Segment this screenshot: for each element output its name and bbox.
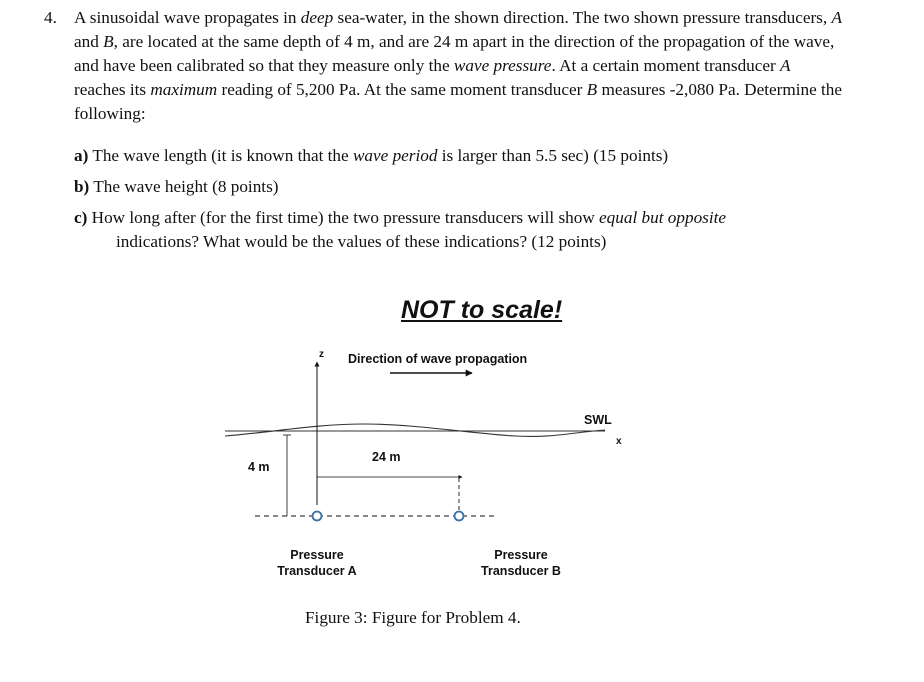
figure-caption: Figure 3: Figure for Problem 4. xyxy=(305,608,521,627)
transducer-a-icon xyxy=(313,512,322,521)
label-a: a) xyxy=(74,146,89,165)
text-run: reading of 5,200 Pa. At the same moment transducer xyxy=(217,80,587,99)
transducer-b-line1: Pressure xyxy=(494,548,548,562)
sub-question-b xyxy=(74,175,844,199)
emphasis-wave-period: wave period xyxy=(352,146,438,165)
transducer-b-line2: Transducer B xyxy=(481,564,561,578)
label-c: c) xyxy=(74,208,88,227)
text-run: . At a certain moment transducer xyxy=(551,56,781,75)
direction-label: Direction of wave propagation xyxy=(348,352,528,366)
text-run: indications? What would be the values of these indications? (12 points) xyxy=(116,232,607,251)
text-run: is larger than 5.5 sec) (15 points) xyxy=(437,146,669,165)
transducer-b-icon xyxy=(455,512,464,521)
transducer-a-label xyxy=(267,547,367,579)
wave-profile xyxy=(225,424,605,436)
z-axis-label: z xyxy=(319,349,324,360)
problem-number: 4. xyxy=(44,8,57,27)
text-run: sea-water, in the shown direction. The two shown pressure transducers, xyxy=(333,8,832,27)
text-run: How long after (for the first time) the two pressure transducers will show xyxy=(91,208,600,227)
var-a: A xyxy=(780,56,791,75)
problem-text xyxy=(74,6,844,126)
text-run: and xyxy=(74,32,104,51)
emphasis-maximum: maximum xyxy=(150,80,218,99)
problem-statement xyxy=(44,6,844,126)
emphasis-equal-opposite: equal but opposite xyxy=(599,208,727,227)
swl-label: SWL xyxy=(584,413,612,427)
var-a: A xyxy=(831,8,842,27)
transducer-a-line2: Transducer A xyxy=(277,564,357,578)
text-run: A sinusoidal wave propagates in xyxy=(74,8,301,27)
transducer-a-line1: Pressure xyxy=(290,548,344,562)
wave-figure xyxy=(215,290,645,590)
x-axis-label: x xyxy=(616,436,622,447)
not-to-scale-label: NOT to scale! xyxy=(401,296,563,324)
text-run: , are located at the same depth of 4 m, and are 24 m apart in the direction of the propagation of the wave, and have been calibrated so that they measure only the xyxy=(74,32,835,75)
emphasis-wave-pressure: wave pressure xyxy=(453,56,552,75)
figure-drawing xyxy=(215,290,645,590)
sub-question-c xyxy=(74,206,844,254)
text-run: The wave length (it is known that the xyxy=(92,146,353,165)
transducer-b-label xyxy=(471,547,571,579)
label-b: b) xyxy=(74,177,90,196)
spacing-label: 24 m xyxy=(372,450,401,464)
depth-label: 4 m xyxy=(248,460,270,474)
sub-questions xyxy=(74,144,844,261)
var-b: B xyxy=(103,32,114,51)
text-run: measures -2,080 Pa. Determine the following: xyxy=(74,80,843,123)
emphasis-deep: deep xyxy=(300,8,334,27)
text-run: The wave height (8 points) xyxy=(93,177,279,196)
text-run: reaches its xyxy=(74,80,151,99)
var-b: B xyxy=(586,80,598,99)
sub-question-a xyxy=(74,144,844,168)
